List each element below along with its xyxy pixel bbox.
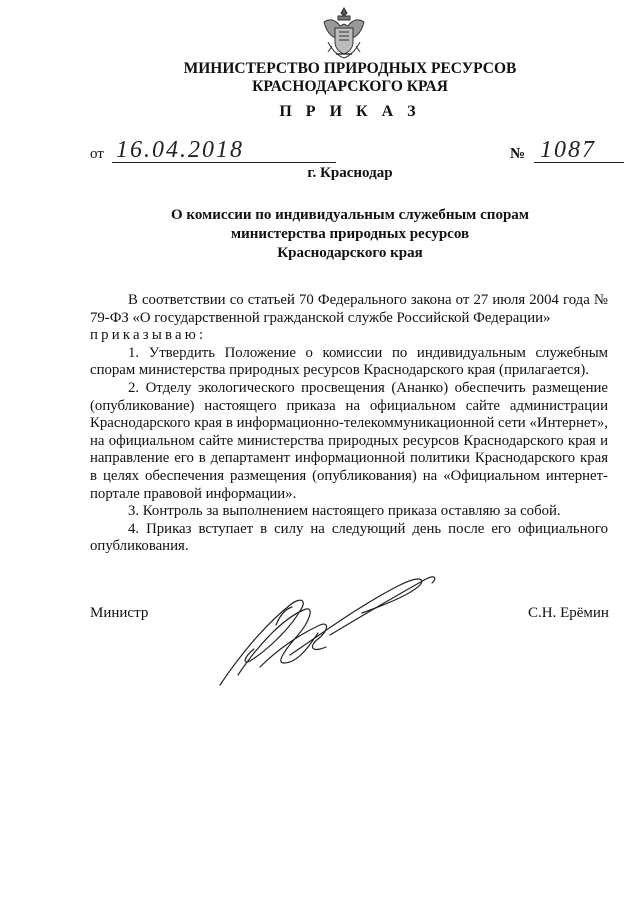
preamble: В соответствии со статьей 70 Федерального закона от 27 июля 2004 года № 79-ФЗ «О государственной гражданской службе Российской Федерации» bbox=[90, 292, 608, 326]
city-name: г. Краснодар bbox=[307, 165, 393, 181]
signatory-name: С.Н. Ерёмин bbox=[528, 605, 609, 621]
document-type-title: П Р И К А З bbox=[279, 103, 421, 120]
date-value: 16.04.2018 bbox=[112, 138, 336, 163]
signatory-position: Министр bbox=[90, 605, 149, 621]
order-subject bbox=[0, 206, 640, 263]
date-label: от bbox=[90, 146, 104, 162]
subject-line2: министерства природных ресурсов bbox=[230, 226, 470, 242]
order-body bbox=[90, 292, 608, 556]
number-value: 1087 bbox=[534, 138, 624, 163]
order-item-3: 3. Контроль за выполнением настоящего приказа оставляю за собой. bbox=[128, 503, 561, 520]
order-item-4: 4. Приказ вступает в силу на следующий день после его официального опубликования. bbox=[90, 520, 608, 555]
coat-of-arms-icon bbox=[318, 6, 370, 62]
number-label: № bbox=[510, 146, 526, 162]
subject-line3: Краснодарского края bbox=[277, 245, 423, 261]
ministry-name-line1: МИНИСТЕРСТВО ПРИРОДНЫХ РЕСУРСОВ bbox=[183, 60, 517, 77]
order-item-1: 1. Утвердить Положение о комиссии по индивидуальным служебным спорам министерства природных ресурсов Краснодарского края (прилагается). bbox=[90, 344, 608, 379]
order-directive: приказываю: bbox=[90, 327, 207, 344]
subject-line1: О комиссии по индивидуальным служебным спорам bbox=[170, 207, 530, 223]
handwritten-signature bbox=[180, 565, 480, 695]
ministry-name-line2: КРАСНОДАРСКОГО КРАЯ bbox=[252, 78, 448, 95]
order-item-2: 2. Отделу экологического просвещения (Ананко) обеспечить размещение (опубликование) настоящего приказа на официальном сайте администрации Краснодарского края в информационно-телекоммуникационной сети «Интернет», на официальном сайте министерства природных ресурсов Краснодарского края и направление его в департамент информационной политики Краснодарского края в целях обеспечения размещения (опубликования) на «Официальном интернет-портале правовой информации». bbox=[90, 379, 608, 502]
